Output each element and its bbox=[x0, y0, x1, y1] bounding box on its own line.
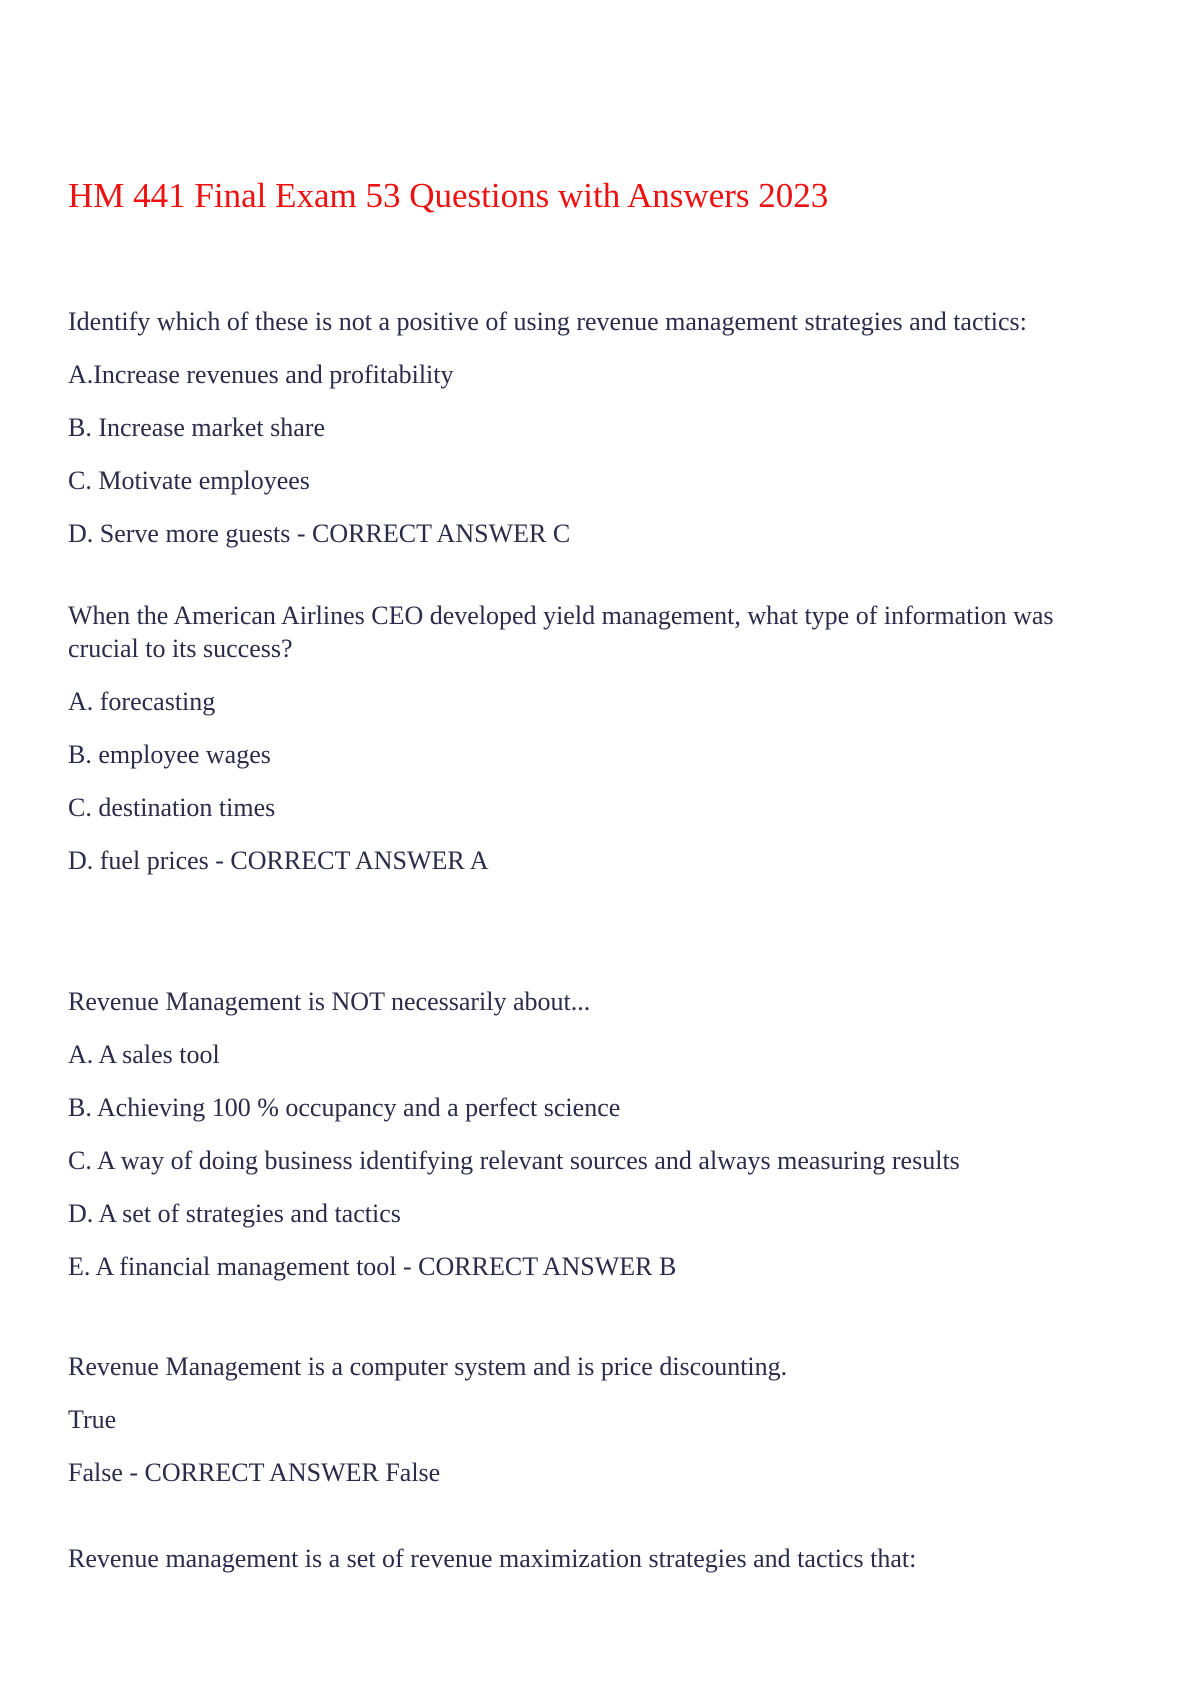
question-block-1 bbox=[68, 305, 1128, 550]
answer-option: True bbox=[68, 1405, 117, 1434]
question-block-5 bbox=[68, 1542, 1128, 1575]
answer-option-with-correct-answer: D. Serve more guests - CORRECT ANSWER C bbox=[68, 519, 571, 548]
answer-options bbox=[68, 358, 1128, 550]
answer-option: B. employee wages bbox=[68, 740, 271, 769]
question-block-3 bbox=[68, 985, 1128, 1283]
question-text: Revenue Management is NOT necessarily about... bbox=[68, 987, 591, 1016]
answer-option: A. A sales tool bbox=[68, 1040, 220, 1069]
answer-option-with-correct-answer: False - CORRECT ANSWER False bbox=[68, 1458, 441, 1487]
answer-option: B. Increase market share bbox=[68, 413, 325, 442]
answer-option: D. A set of strategies and tactics bbox=[68, 1199, 401, 1228]
question-text: Identify which of these is not a positive of using revenue management strategies and tactics: bbox=[68, 307, 1027, 336]
answer-option: C. Motivate employees bbox=[68, 466, 310, 495]
answer-options bbox=[68, 1038, 1128, 1283]
question-block-2 bbox=[68, 599, 1128, 877]
answer-option: C. A way of doing business identifying relevant sources and always measuring results bbox=[68, 1146, 960, 1175]
question-block-4 bbox=[68, 1350, 1128, 1489]
question-text: Revenue management is a set of revenue maximization strategies and tactics that: bbox=[68, 1544, 917, 1573]
document-title: HM 441 Final Exam 53 Questions with Answers 2023 bbox=[68, 176, 829, 215]
answer-options bbox=[68, 1403, 1128, 1489]
answer-option: A. forecasting bbox=[68, 687, 216, 716]
answer-option: B. Achieving 100 % occupancy and a perfect science bbox=[68, 1093, 621, 1122]
question-text: Revenue Management is a computer system and is price discounting. bbox=[68, 1352, 788, 1381]
answer-option-with-correct-answer: E. A financial management tool - CORRECT ANSWER B bbox=[68, 1252, 677, 1281]
answer-option-with-correct-answer: D. fuel prices - CORRECT ANSWER A bbox=[68, 846, 489, 875]
answer-option: C. destination times bbox=[68, 793, 276, 822]
question-text: When the American Airlines CEO developed yield management, what type of information was crucial to its success? bbox=[68, 601, 1054, 663]
answer-option: A.Increase revenues and profitability bbox=[68, 360, 454, 389]
answer-options bbox=[68, 685, 1128, 877]
